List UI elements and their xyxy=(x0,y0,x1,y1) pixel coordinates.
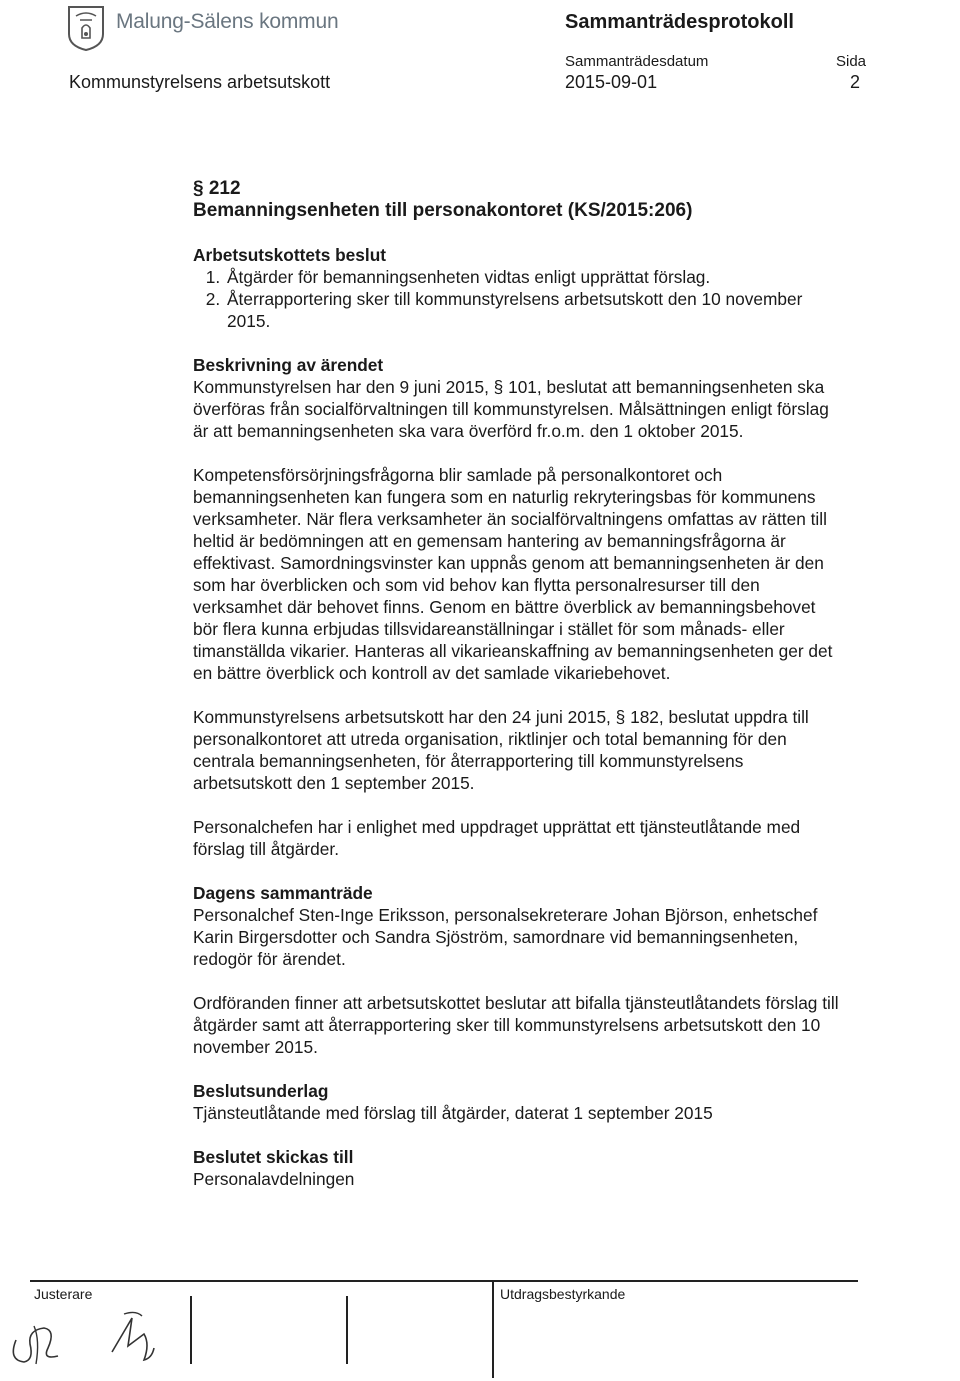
adjusters-label: Justerare xyxy=(34,1286,93,1302)
section-number: § 212 xyxy=(193,178,241,199)
protocol-body xyxy=(193,178,843,1190)
committee-name: Kommunstyrelsens arbetsutskott xyxy=(69,72,331,92)
chair-text: Ordföranden finner att arbetsutskottet beslutar att bifalla tjänsteutlåtandets förslag till åtgärder samt att återrapportering sker till kommunstyrelsens arbetsutskott den 10 november 2015. xyxy=(193,993,839,1057)
sent-to-text: Personalavdelningen xyxy=(193,1169,355,1189)
description-paragraph: Personalchefen har i enlighet med uppdraget upprättat ett tjänsteutlåtande med förslag till åtgärder. xyxy=(193,817,801,859)
handwritten-signature-icon xyxy=(4,1300,194,1380)
sent-to-heading: Beslutet skickas till xyxy=(193,1147,354,1167)
decision-list xyxy=(193,266,843,332)
section-title: Bemanningsenheten till personakontoret (KS/2015:206) xyxy=(193,200,693,221)
basis-heading: Beslutsunderlag xyxy=(193,1081,329,1101)
basis-text: Tjänsteutlåtande med förslag till åtgärder, daterat 1 september 2015 xyxy=(193,1103,713,1123)
meeting-date-label: Sammanträdesdatum xyxy=(565,53,709,70)
signature-separator xyxy=(346,1296,348,1364)
meeting-date: 2015-09-01 xyxy=(565,72,658,92)
meeting-text: Personalchef Sten-Inge Eriksson, personalsekreterare Johan Björson, enhetschef Karin Birgersdotter och Sandra Sjöström, samordnare vid bemanningsenheten, redogör för ärendet. xyxy=(193,905,818,969)
municipality-crest-icon xyxy=(66,4,106,52)
description-paragraph: Kommunstyrelsens arbetsutskott har den 24 juni 2015, § 182, beslutat uppdra till personalkontoret att utreda organisation, riktlinjer och total bemanning för den centrala bemanningsenheten, för återrapportering till kommunstyrelsens arbetsutskott den 1 september 2015. xyxy=(193,707,809,793)
decision-item: 2. Återrapportering sker till kommunstyrelsens arbetsutskott den 10 november 2015. xyxy=(225,288,843,332)
signature-separator xyxy=(492,1280,494,1378)
page-label: Sida xyxy=(836,53,867,70)
footer-divider xyxy=(30,1280,858,1282)
page-number: 2 xyxy=(850,72,861,92)
document-type: Sammanträdesprotokoll xyxy=(565,11,794,33)
description-paragraph: Kommunstyrelsen har den 9 juni 2015, § 101, beslutat att bemanningsenheten ska överföras från socialförvaltningen till kommunstyrelsen. Målsättningen enligt förslag är att bemanningsenheten ska vara överförd fr.o.m. den 1 oktober 2015. xyxy=(193,377,829,441)
municipality-name: Malung-Sälens kommun xyxy=(116,10,339,33)
decision-item: 1. Åtgärder för bemanningsenheten vidtas enligt upprättat förslag. xyxy=(225,266,843,288)
meeting-heading: Dagens sammanträde xyxy=(193,883,373,903)
description-paragraph: Kompetensförsörjningsfrågorna blir samlade på personalkontoret och bemanningsenheten kan fungera som en naturlig rekryteringsbas för kommunens verksamheter. När flera verksamheter än socialförvaltningens omfattas av rätten till heltid är bedömningen att en gemensam hantering av bemanningsfrågorna är effektivast. Samordningsvinster kan uppnås genom att bemanningsenheten är den som har överblicken och som vid behov kan flytta personalresurser till den verksamhet där behovet finns. Genom en bättre överblick av bemanningsbehovet bör flera kunna erbjudas tillsvidareanställningar i stället för som månads- eller timanställda vikarier. Hanteras all vikarieanskaffning av bemanningsenheten ger det en bättre överblick och kontroll av det samlade vikariebehovet. xyxy=(193,465,833,683)
description-heading: Beskrivning av ärendet xyxy=(193,355,384,375)
decision-heading: Arbetsutskottets beslut xyxy=(193,245,387,265)
extract-certification-label: Utdragsbestyrkande xyxy=(500,1286,626,1302)
